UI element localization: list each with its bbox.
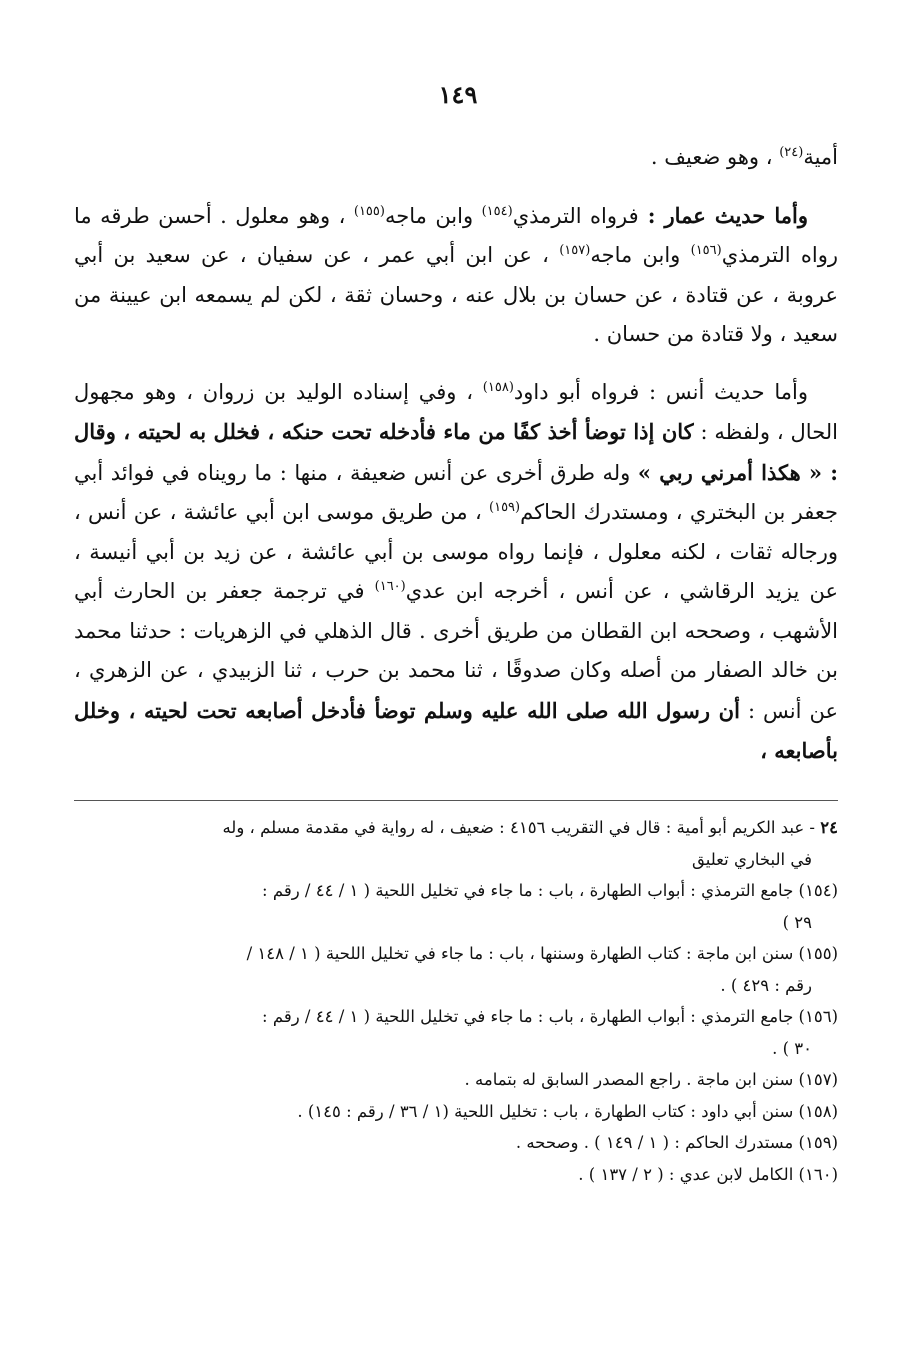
footnote-number: (١٥٤) xyxy=(798,881,838,900)
paragraph-1 xyxy=(74,138,838,178)
footnote-number: (١٥٦) xyxy=(798,1007,838,1026)
text-run: ، وهو ضعيف . xyxy=(650,145,780,169)
footnote-ref[interactable]: (١٥٧) xyxy=(559,243,591,258)
footnote-number: (١٥٨) xyxy=(798,1101,838,1121)
footnote-continuation: رقم : ٤٢٩ ) . xyxy=(720,975,812,995)
footnote-ref[interactable]: (١٥٩) xyxy=(489,500,521,515)
footnote-number: (١٦٠) xyxy=(798,1164,838,1184)
footnote-ref[interactable]: (٢٤) xyxy=(779,145,804,160)
footnote-text: مستدرك الحاكم : ( ١ / ١٤٩ ) . وصححه . xyxy=(515,1133,794,1152)
text-run: في ترجمة جعفر بن الحارث أبي الأشهب ، وصححه ابن القطان من طريق أخرى . قال الذهلي في الزهريات : حدثنا محمد بن خالد الصفار من أصله وكان صدوقًا ، ثنا محمد بن حرب ، ثنا الزبيدي ، عن الزهري ، عن أنس : xyxy=(74,579,838,723)
footnote xyxy=(74,1001,838,1064)
footnote-divider xyxy=(74,800,838,801)
footnote-sep: - xyxy=(804,818,821,837)
footnote-text: عبد الكريم أبو أمية : قال في التقريب ٤١٥٦ : ضعيف ، له رواية في مقدمة مسلم ، وله xyxy=(222,818,805,837)
footnote-ref[interactable]: (١٦٠) xyxy=(374,579,406,594)
footnote-number: (١٥٥) xyxy=(798,944,838,963)
footnote-ref[interactable]: (١٥٦) xyxy=(690,243,722,258)
footnote-ref[interactable]: (١٥٤) xyxy=(481,203,513,219)
text-run: وابن ماجه xyxy=(384,203,482,228)
footnote xyxy=(74,1159,838,1191)
main-text xyxy=(74,138,838,772)
footnote-text: جامع الترمذي : أبواب الطهارة ، باب : ما جاء في تخليل اللحية ( ١ / ٤٤ / رقم : xyxy=(262,881,794,900)
footnote-ref[interactable]: (١٥٥) xyxy=(353,203,385,219)
section-heading: وأما حديث عمار : xyxy=(638,202,808,228)
footnote xyxy=(74,938,838,1001)
footnote-number: (١٥٩) xyxy=(798,1133,838,1152)
footnote xyxy=(74,875,838,938)
footnote-text: سنن ابن ماجة : كتاب الطهارة وسننها ، باب : ما جاء في تخليل اللحية ( ١ / ١٤٨ / xyxy=(246,944,794,963)
text-run: أمية xyxy=(803,145,838,169)
footnote xyxy=(74,812,838,875)
footnote-text: جامع الترمذي : أبواب الطهارة ، باب : ما جاء في تخليل اللحية ( ١ / ٤٤ / رقم : xyxy=(262,1007,794,1026)
footnote-continuation: ٣٠ ) . xyxy=(772,1038,812,1058)
text-run: وله طرق أخرى عن أنس ضعيفة ، منها : ما رويناه في فوائد أبي جعفر بن البختري ، ومستدرك الحاكم xyxy=(74,460,839,524)
footnote xyxy=(74,1096,838,1128)
text-run: وأما حديث أنس : فرواه أبو داود xyxy=(513,379,808,404)
text-run: وابن ماجه xyxy=(590,243,691,267)
text-run: ، وهو معلول . أحسن طرقه ما رواه الترمذي xyxy=(74,203,838,267)
text-run: ، وفي إسناده الوليد بن زروان ، وهو مجهول الحال ، ولفظه : xyxy=(74,379,838,444)
hadith-quote: كان إذا توضأ أخذ كفًا من ماء فأدخله تحت حنكه ، فخلل به لحيته ، وقال : « هكذا أمرني ربي » xyxy=(74,419,838,485)
paragraph-2 xyxy=(74,196,838,355)
page-number: ١٤٩ xyxy=(438,80,478,109)
footnote-continuation: ٢٩ ) xyxy=(782,912,812,932)
footnote-text: سنن أبي داود : كتاب الطهارة ، باب : تخليل اللحية (١ / ٣٦ / رقم : ١٤٥) . xyxy=(297,1101,794,1121)
text-run: فرواه الترمذي xyxy=(512,203,639,228)
footnote-ref[interactable]: (١٥٨) xyxy=(482,379,514,395)
text-run: ، عن ابن أبي عمر ، عن سفيان ، عن سعيد بن أبي عروبة ، عن قتادة ، عن حسان بن بلال عنه ، وحسان ثقة ، لكن لم يسمعه ابن عيينة من سعيد ، ولا قتادة من حسان . xyxy=(74,243,839,346)
footnotes xyxy=(74,812,838,1190)
paragraph-3 xyxy=(74,373,838,772)
footnote-number: (١٥٧) xyxy=(798,1070,838,1089)
footnote-text: الكامل لابن عدي : ( ٢ / ١٣٧ ) . xyxy=(578,1164,794,1184)
footnote-text: سنن ابن ماجة . راجع المصدر السابق له بتمامه . xyxy=(464,1070,794,1089)
hadith-quote: أن رسول الله صلى الله عليه وسلم توضأ فأدخل أصابعه تحت لحيته ، وخلل بأصابعه ، xyxy=(74,697,838,763)
footnote-continuation: في البخاري تعليق xyxy=(691,849,812,869)
footnote-number: ٢٤ xyxy=(820,818,838,837)
footnote xyxy=(74,1127,838,1159)
footnote xyxy=(74,1064,838,1096)
text-run: ، من طريق موسى ابن أبي عائشة ، عن أنس ، ورجاله ثقات ، لكنه معلول ، فإنما رواه موسى بن أبي عائشة ، عن زيد بن أبي أنيسة ، عن يزيد الرقاشي ، عن أنس ، أخرجه ابن عدي xyxy=(74,500,839,603)
